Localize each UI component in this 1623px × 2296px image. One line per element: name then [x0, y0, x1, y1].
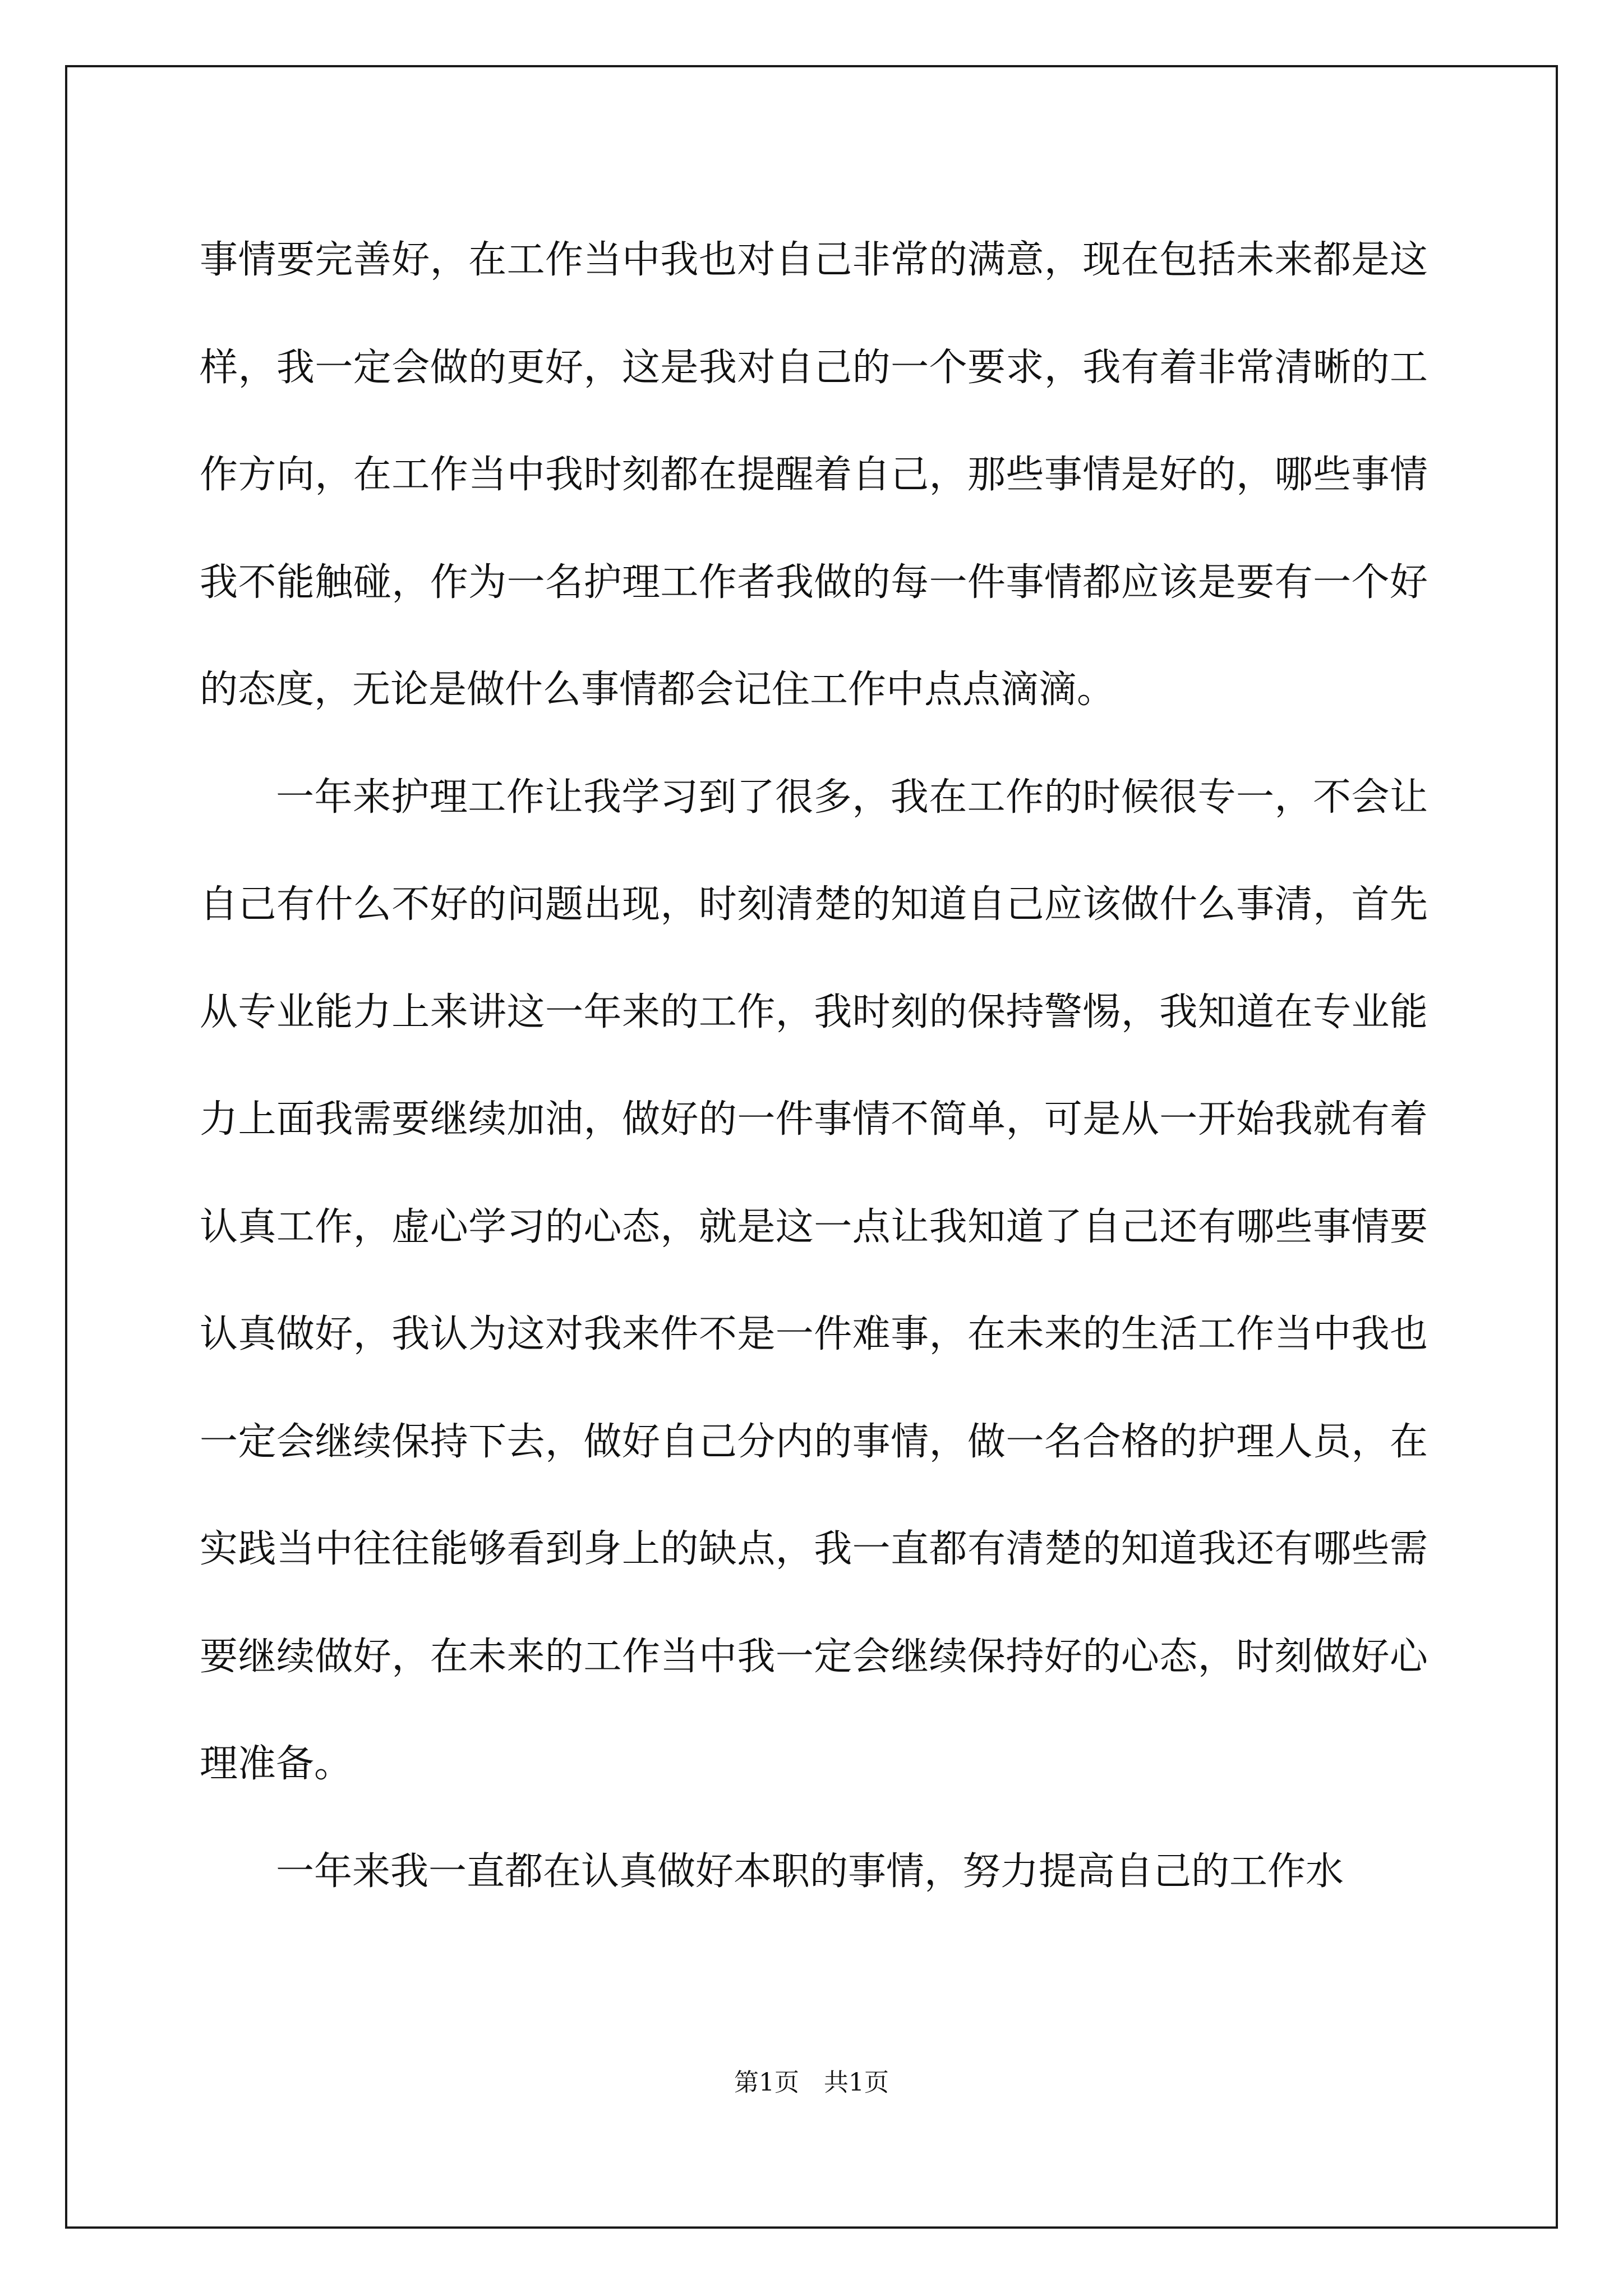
document-body	[200, 206, 1428, 1925]
paragraph-3: 一年来我一直都在认真做好本职的事情，努力提高自己的工作水	[276, 1849, 1344, 1894]
paragraph-1: 事情要完善好，在工作当中我也对自己非常的满意，现在包括未来都是这样，我一定会做的更好，这是我对自己的一个要求，我有着非常清晰的工作方向，在工作当中我时刻都在提醒着自己，那些事情是好的，哪些事情我不能触碰，作为一名护理工作者我做的每一件事情都应该是要有一个好的态度，无论是做什么事情都会记住工作中点点滴滴。	[200, 238, 1428, 712]
page-number-footer: 第1页 共1页	[734, 2068, 889, 2097]
paragraph-2: 一年来护理工作让我学习到了很多，我在工作的时候很专一，不会让自己有什么不好的问题出现，时刻清楚的知道自己应该做什么事清，首先从专业能力上来讲这一年来的工作，我时刻的保持警惕，我知道在专业能力上面我需要继续加油，做好的一件事情不简单，可是从一开始我就有着认真工作，虚心学习的心态，就是这一点让我知道了自己还有哪些事情要认真做好，我认为这对我来件不是一件难事，在未来的生活工作当中我也一定会继续保持下去，做好自己分内的事情，做一名合格的护理人员，在实践当中往往能够看到身上的缺点，我一直都有清楚的知道我还有哪些需要继续做好，在未来的工作当中我一定会继续保持好的心态，时刻做好心理准备。	[200, 775, 1428, 1786]
